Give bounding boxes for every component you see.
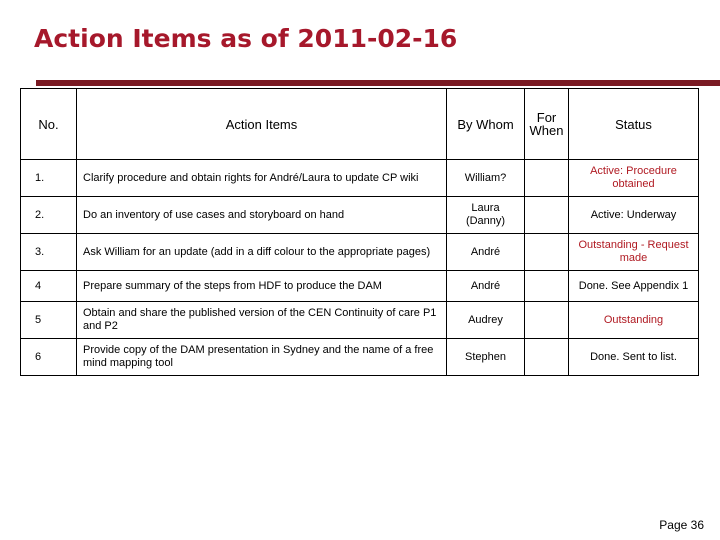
row-status: Active: Underway [569, 197, 699, 234]
row-for-when [525, 302, 569, 339]
row-action-item: Provide copy of the DAM presentation in Sydney and the name of a free mind mapping tool [77, 339, 447, 376]
row-action-item: Do an inventory of use cases and storyboard on hand [77, 197, 447, 234]
row-for-when [525, 160, 569, 197]
table-row [21, 271, 699, 302]
row-for-when [525, 197, 569, 234]
row-status: Outstanding [569, 302, 699, 339]
table-row [21, 302, 699, 339]
header-status: Status [569, 89, 699, 160]
row-action-item: Clarify procedure and obtain rights for André/Laura to update CP wiki [77, 160, 447, 197]
row-for-when [525, 339, 569, 376]
row-action-item: Prepare summary of the steps from HDF to produce the DAM [77, 271, 447, 302]
table-header-row [21, 89, 699, 160]
action-items-table [20, 88, 699, 376]
row-number: 2. [21, 197, 77, 234]
row-number: 1. [21, 160, 77, 197]
table-row [21, 339, 699, 376]
row-by-whom: André [447, 234, 525, 271]
title-divider [36, 80, 720, 86]
header-no: No. [21, 89, 77, 160]
row-action-item: Ask William for an update (add in a diff colour to the appropriate pages) [77, 234, 447, 271]
row-number: 3. [21, 234, 77, 271]
row-for-when [525, 271, 569, 302]
row-by-whom: André [447, 271, 525, 302]
row-by-whom: Stephen [447, 339, 525, 376]
table-row [21, 197, 699, 234]
row-number: 6 [21, 339, 77, 376]
row-by-whom: William? [447, 160, 525, 197]
slide-title: Action Items as of 2011-02-16 [34, 24, 458, 53]
table-row [21, 234, 699, 271]
header-by-whom: By Whom [447, 89, 525, 160]
row-for-when [525, 234, 569, 271]
row-by-whom: Laura (Danny) [447, 197, 525, 234]
header-for-when: For When [525, 89, 569, 160]
page-number: Page 36 [659, 518, 704, 532]
row-number: 5 [21, 302, 77, 339]
row-status: Outstanding - Request made [569, 234, 699, 271]
table-row [21, 160, 699, 197]
row-status: Done. See Appendix 1 [569, 271, 699, 302]
row-by-whom: Audrey [447, 302, 525, 339]
row-status: Active: Procedure obtained [569, 160, 699, 197]
row-action-item: Obtain and share the published version of the CEN Continuity of care P1 and P2 [77, 302, 447, 339]
row-status: Done. Sent to list. [569, 339, 699, 376]
header-action-items: Action Items [77, 89, 447, 160]
row-number: 4 [21, 271, 77, 302]
